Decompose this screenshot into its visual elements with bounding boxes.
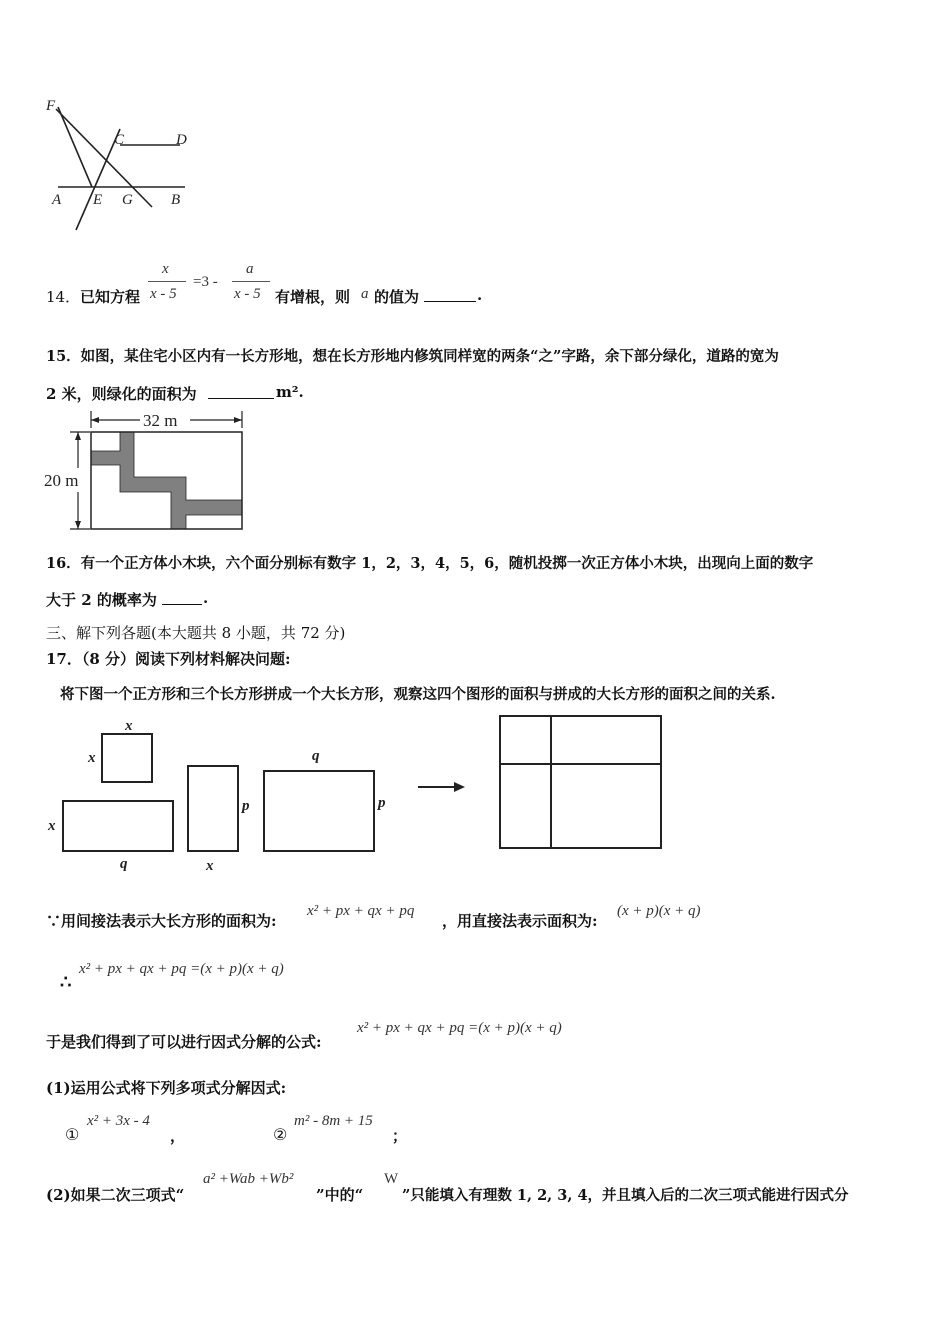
q14-frac2-den: x - 5 bbox=[234, 286, 261, 302]
label-c: C bbox=[114, 132, 125, 148]
label-square-top-x: x bbox=[125, 718, 133, 734]
item1-sep: ， bbox=[170, 1127, 186, 1145]
formula-text: 于是我们得到了可以进行因式分解的公式: bbox=[46, 1033, 322, 1051]
label-f: F bbox=[46, 98, 56, 114]
since-math: x² + px + qx + pq bbox=[307, 903, 415, 919]
item2-sep: ； bbox=[392, 1127, 408, 1145]
label-e: E bbox=[93, 192, 103, 208]
q14-var: a bbox=[361, 286, 369, 302]
rect-xq bbox=[63, 801, 173, 851]
section-3-title: 三、解下列各题(本大题共 8 小题，共 72 分) bbox=[46, 624, 346, 642]
part2-text-c: ”只能填入有理数 1, 2, 3, 4，并且填入后的二次三项式能进行因式分 bbox=[402, 1187, 849, 1204]
q14-number: 14． bbox=[46, 288, 81, 306]
width-arrow-right bbox=[234, 417, 242, 423]
q16-line1: 16．有一个正方体小木块，六个面分别标有数字 1，2，3，4，5，6，随机投掷一次正方体小木块，出现向上面的数字 bbox=[46, 555, 814, 572]
label-rect2-bottom-x: x bbox=[206, 858, 214, 874]
q14-frac1-num: x bbox=[162, 261, 169, 277]
part2-text-a: (2)如果二次三项式“ bbox=[46, 1186, 185, 1204]
label-b: B bbox=[171, 192, 181, 208]
q14-frac1-den: x - 5 bbox=[150, 286, 177, 302]
label-rect2-side-p: p bbox=[242, 798, 250, 814]
q14-suffix: 的值为 bbox=[374, 288, 420, 306]
rect-xp bbox=[188, 766, 238, 851]
q14-mid: 有增根，则 bbox=[275, 288, 351, 306]
q17-header: 17．（8 分）阅读下列材料解决问题: bbox=[46, 650, 291, 668]
since-text: ∵用间接法表示大长方形的面积为: bbox=[46, 912, 277, 930]
label-rect3-side-p: p bbox=[378, 795, 386, 811]
q17-intro: 将下图一个正方形和三个长方形拼成一个大长方形，观察这四个图形的面积与拼成的大长方形的面积之间的关系. bbox=[60, 686, 776, 703]
item2-mark: ② bbox=[273, 1125, 288, 1144]
road-figure bbox=[40, 408, 250, 533]
label-a: A bbox=[52, 192, 62, 208]
q14-eq-mid: =3 - bbox=[193, 274, 218, 290]
line-fg bbox=[56, 109, 152, 207]
q16-end: . bbox=[203, 589, 209, 607]
q14-answer-blank[interactable] bbox=[424, 287, 476, 302]
item1-math: x² + 3x - 4 bbox=[87, 1113, 150, 1129]
direct-math: (x + p)(x + q) bbox=[617, 903, 701, 919]
q15-line1: 15．如图，某住宅小区内有一长方形地，想在长方形地内修筑同样宽的两条“之”字路，余下部分绿化，道路的宽为 bbox=[46, 348, 779, 365]
q14-frac1-bar bbox=[148, 281, 186, 282]
label-rect3-top-q: q bbox=[312, 748, 320, 764]
height-label: 20 m bbox=[44, 471, 79, 490]
square-x bbox=[102, 734, 152, 782]
therefore-math: x² + px + qx + pq =(x + p)(x + q) bbox=[79, 961, 284, 977]
q16-line2-prefix: 大于 2 的概率为 bbox=[46, 591, 157, 609]
label-g: G bbox=[122, 192, 133, 208]
part2-text-b: ”中的“ bbox=[316, 1186, 364, 1204]
formula-math: x² + px + qx + pq =(x + p)(x + q) bbox=[357, 1020, 562, 1036]
q14-prefix: 已知方程 bbox=[80, 288, 141, 306]
height-arrow-top bbox=[75, 432, 81, 440]
therefore-symbol: ∴ bbox=[60, 972, 72, 993]
q14-frac2-num: a bbox=[246, 261, 254, 277]
item1-mark: ① bbox=[65, 1125, 80, 1144]
q15-answer-blank[interactable] bbox=[208, 384, 274, 399]
part2-math: a² +Wab +Wb² bbox=[203, 1171, 294, 1187]
width-label: 32 m bbox=[143, 411, 178, 430]
part1-title: (1)运用公式将下列多项式分解因式: bbox=[46, 1079, 287, 1097]
width-arrow-left bbox=[91, 417, 99, 423]
height-arrow-bottom bbox=[75, 521, 81, 529]
q15-unit: m². bbox=[276, 383, 304, 401]
big-rectangle bbox=[500, 716, 661, 848]
line-fe bbox=[58, 107, 92, 187]
q14-frac2-bar bbox=[232, 281, 270, 282]
q16-answer-blank[interactable] bbox=[162, 590, 202, 605]
lines-figure bbox=[40, 95, 200, 240]
label-rect1-bottom-q: q bbox=[120, 856, 128, 872]
q15-line2-prefix: 2 米，则绿化的面积为 bbox=[46, 385, 197, 403]
part2-w: W bbox=[384, 1171, 399, 1187]
arrow-head bbox=[454, 782, 465, 792]
q14-end: . bbox=[477, 286, 483, 304]
direct-text: ，用直接法表示面积为: bbox=[442, 912, 598, 930]
item2-math: m² - 8m + 15 bbox=[294, 1113, 373, 1129]
rectangles-figure bbox=[40, 712, 680, 877]
label-square-side-x: x bbox=[88, 750, 96, 766]
rect-pq bbox=[264, 771, 374, 851]
label-d: D bbox=[176, 132, 187, 148]
label-rect1-side-x: x bbox=[48, 818, 56, 834]
zigzag-road bbox=[91, 432, 242, 529]
